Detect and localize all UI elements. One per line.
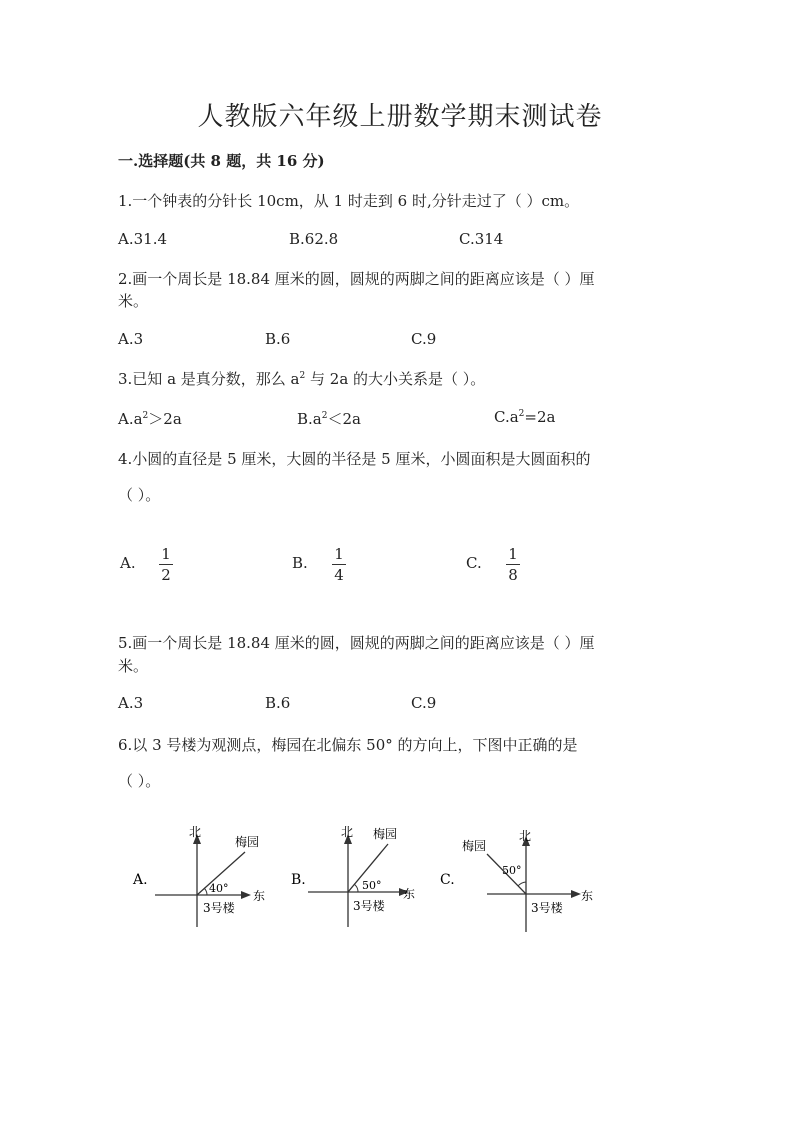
q3-option-c-base: C.a xyxy=(494,408,519,426)
east-arrowhead xyxy=(571,890,581,898)
q2-option-a[interactable]: A.3 xyxy=(118,330,144,348)
north-label: 北 xyxy=(189,825,202,839)
q3-option-c-rel: =2a xyxy=(524,408,556,426)
q3-option-b[interactable] xyxy=(297,408,361,429)
q1-option-c[interactable]: C.314 xyxy=(459,230,504,248)
q4-option-a-numerator: 1 xyxy=(161,545,171,563)
direction-diagram-a[interactable] xyxy=(125,822,275,937)
fraction-bar xyxy=(506,564,520,565)
q2-option-c[interactable]: C.9 xyxy=(411,330,437,348)
origin-label: 3号楼 xyxy=(531,901,563,915)
question-4-line-1: 4.小圆的直径是 5 厘米，大圆的半径是 5 厘米，小圆面积是大圆面积的 xyxy=(118,450,591,468)
north-label: 北 xyxy=(341,825,354,839)
question-2-line-2: 米。 xyxy=(118,292,149,310)
q3-option-b-base: B.a xyxy=(297,410,322,428)
q3-option-a[interactable] xyxy=(118,408,182,429)
angle-label: 50° xyxy=(502,864,522,877)
q4-option-b-fraction[interactable] xyxy=(332,545,346,584)
question-3 xyxy=(118,368,485,389)
q4-option-b-label[interactable]: B. xyxy=(292,554,308,572)
target-label: 梅园 xyxy=(235,835,260,849)
angle-arc xyxy=(518,882,526,886)
question-5-line-1: 5.画一个周长是 18.84 厘米的圆，圆规的两脚之间的距离应该是（ ）厘 xyxy=(118,634,595,652)
diagram-b-label: B. xyxy=(291,872,306,888)
question-6-line-1: 6.以 3 号楼为观测点，梅园在北偏东 50° 的方向上，下图中正确的是 xyxy=(118,736,578,754)
question-2-line-1: 2.画一个周长是 18.84 厘米的圆，圆规的两脚之间的距离应该是（ ）厘 xyxy=(118,270,595,288)
q3-option-c-exponent: 2 xyxy=(518,409,525,419)
question-3-pre: 3.已知 a 是真分数，那么 a xyxy=(118,370,300,388)
q4-option-a-label[interactable]: A. xyxy=(120,554,136,572)
question-3-exponent: 2 xyxy=(299,371,306,381)
direction-diagram-c[interactable] xyxy=(435,822,600,937)
q3-option-b-exponent: 2 xyxy=(321,411,328,421)
q1-option-a[interactable]: A.31.4 xyxy=(118,230,167,248)
page-title: 人教版六年级上册数学期末测试卷 xyxy=(197,102,603,132)
q4-option-a-fraction[interactable] xyxy=(159,545,173,584)
origin-label: 3号楼 xyxy=(353,899,385,913)
q3-option-a-rel: ＞2a xyxy=(148,410,182,428)
target-label: 梅园 xyxy=(462,839,487,853)
question-1: 1.一个钟表的分针长 10cm，从 1 时走到 6 时,分针走过了（ ）cm。 xyxy=(118,192,580,210)
fraction-bar xyxy=(332,564,346,565)
east-label: 东 xyxy=(403,887,416,901)
q3-option-b-rel: ＜2a xyxy=(327,410,361,428)
q5-option-c[interactable]: C.9 xyxy=(411,694,437,712)
origin-label: 3号楼 xyxy=(203,901,235,915)
angle-arc xyxy=(204,888,207,895)
q1-option-b[interactable]: B.62.8 xyxy=(289,230,339,248)
q4-option-b-numerator: 1 xyxy=(334,545,344,563)
q4-option-c-denominator: 8 xyxy=(508,566,518,584)
question-3-post: 与 2a 的大小关系是（ ）。 xyxy=(305,370,486,388)
q3-option-c[interactable] xyxy=(494,408,555,426)
angle-label: 40° xyxy=(209,882,229,895)
q5-option-a[interactable]: A.3 xyxy=(118,694,144,712)
direction-diagram-b[interactable] xyxy=(283,822,433,937)
target-label: 梅园 xyxy=(373,827,398,841)
q4-option-b-denominator: 4 xyxy=(334,566,344,584)
east-arrowhead xyxy=(241,891,251,899)
q4-option-c-fraction[interactable] xyxy=(506,545,520,584)
diagram-c-label: C. xyxy=(440,872,455,888)
q2-option-b[interactable]: B.6 xyxy=(265,330,291,348)
q4-option-a-denominator: 2 xyxy=(161,566,171,584)
east-label: 东 xyxy=(581,889,594,903)
east-label: 东 xyxy=(253,889,266,903)
question-5-line-2: 米。 xyxy=(118,657,149,675)
north-label: 北 xyxy=(519,829,532,843)
angle-arc xyxy=(354,884,358,892)
question-4-line-2: （ ）。 xyxy=(118,486,161,504)
fraction-bar xyxy=(159,564,173,565)
q5-option-b[interactable]: B.6 xyxy=(265,694,291,712)
q3-option-a-base: A.a xyxy=(118,410,143,428)
q4-option-c-label[interactable]: C. xyxy=(466,554,482,572)
question-6-line-2: （ ）。 xyxy=(118,772,161,790)
diagram-a-label: A. xyxy=(133,872,148,888)
section-heading: 一.选择题(共 8 题，共 16 分) xyxy=(118,152,325,170)
q4-option-c-numerator: 1 xyxy=(508,545,518,563)
q3-option-a-exponent: 2 xyxy=(142,411,149,421)
angle-label: 50° xyxy=(362,879,382,892)
